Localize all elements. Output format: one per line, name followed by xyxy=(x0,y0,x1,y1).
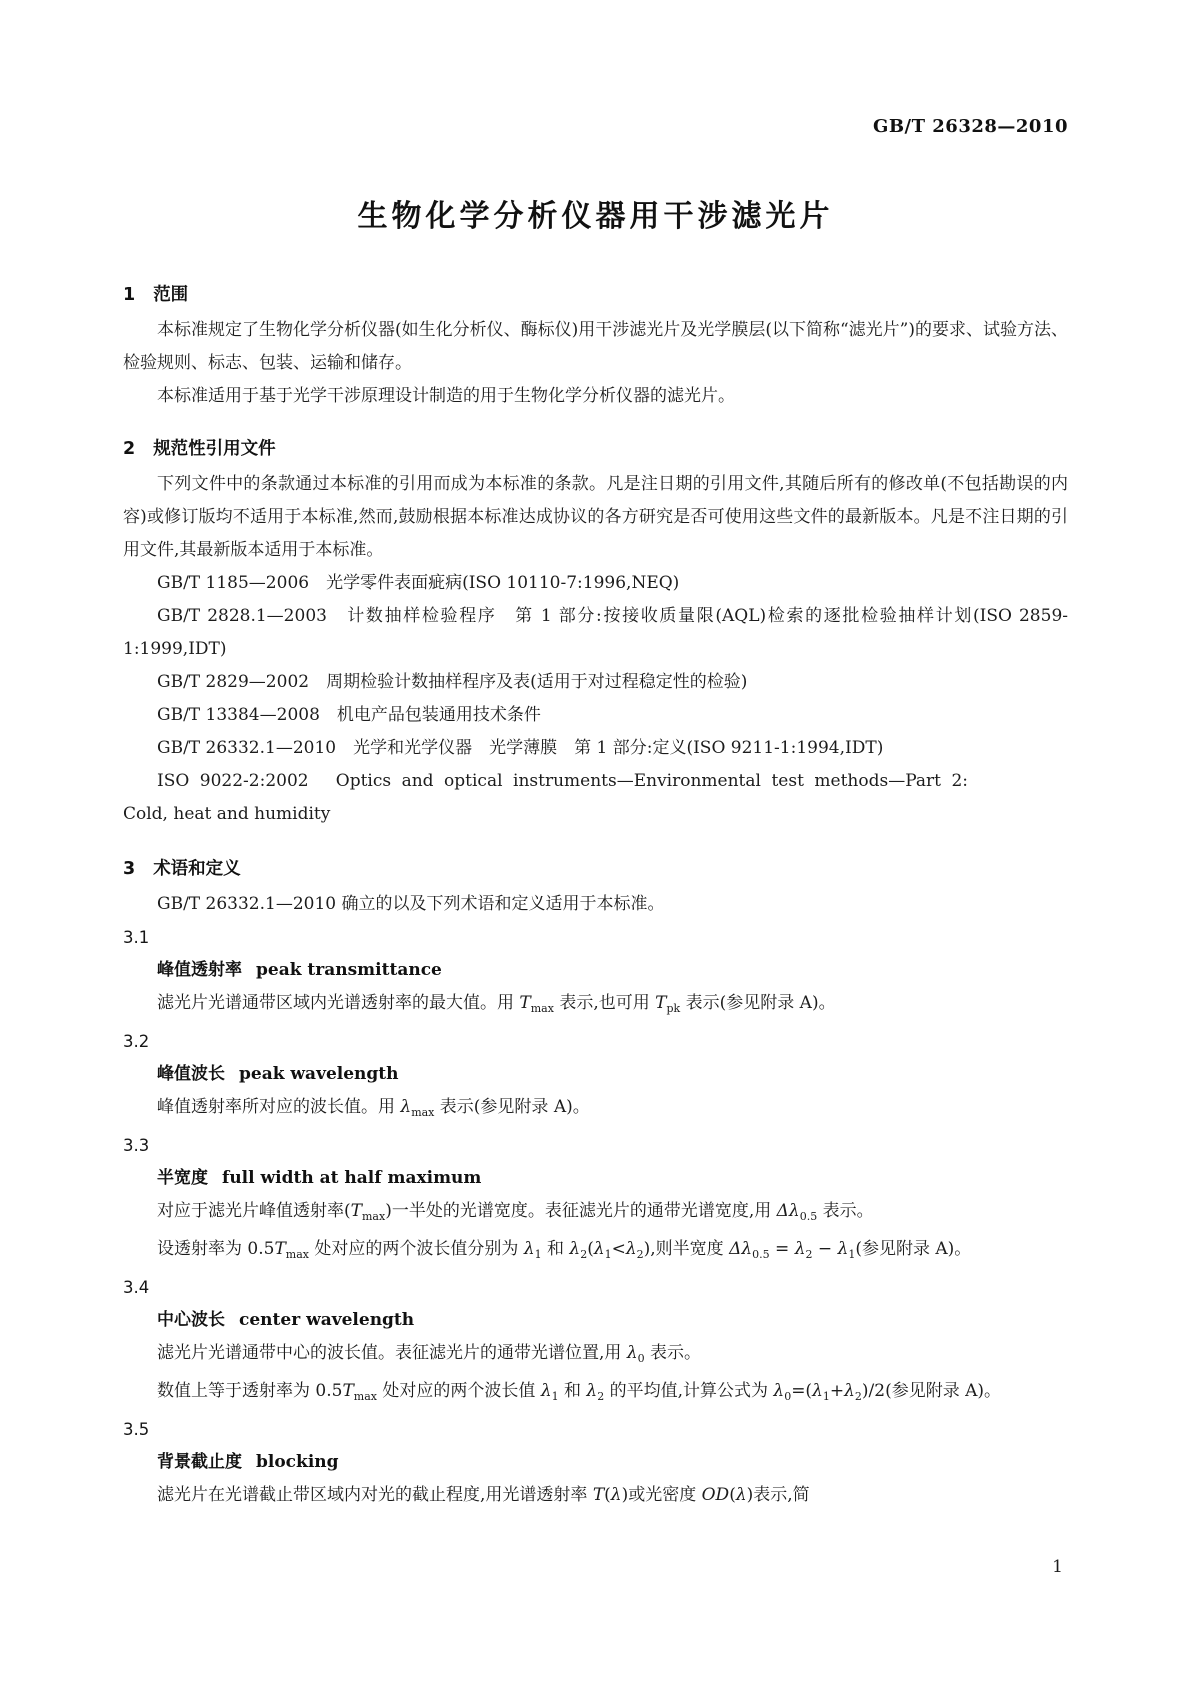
section-number: 2 xyxy=(123,439,136,459)
section-title: 规范性引用文件 xyxy=(153,439,276,459)
clause-number: 3.5 xyxy=(123,1420,150,1439)
section-scope xyxy=(123,279,1068,413)
standard-code: GB/T 26328—2010 xyxy=(872,116,1068,137)
section-number: 1 xyxy=(123,285,136,305)
section-normative-references xyxy=(123,433,1068,831)
paragraph: 下列文件中的条款通过本标准的引用而成为本标准的条款。凡是注日期的引用文件,其随后所有的修改单(不包括勘误的内容)或修订版均不适用于本标准,然而,鼓励根据本标准达成协议的各方研究是否可使用这些文件的最新版本。凡是不注日期的引用文件,其最新版本适用于本标准。 xyxy=(123,474,1068,560)
term-english: peak transmittance xyxy=(256,960,442,980)
term-block xyxy=(123,1025,1068,1129)
reference-item: GB/T 1185—2006 光学零件表面疵病(ISO 10110-7:1996,NEQ) xyxy=(157,573,680,593)
term-line xyxy=(123,1304,1068,1337)
clause-number: 3.1 xyxy=(123,928,150,947)
reference-item: ISO 9022-2:2002 Optics and optical instruments—Environmental test methods—Part 2: Cold, heat and humidity xyxy=(123,771,968,824)
section-heading xyxy=(123,279,1068,312)
term-line xyxy=(123,1058,1068,1091)
section-heading xyxy=(123,433,1068,466)
paragraph: 本标准适用于基于光学干涉原理设计制造的用于生物化学分析仪器的滤光片。 xyxy=(157,386,735,406)
term-english: full width at half maximum xyxy=(222,1168,482,1188)
term-chinese: 中心波长 xyxy=(157,1310,225,1330)
definition-paragraph: 峰值透射率所对应的波长值。用 $\lambda_{max}$ 表示(参见附录 A)。 xyxy=(157,1097,590,1119)
reference-item: GB/T 13384—2008 机电产品包装通用技术条件 xyxy=(157,705,541,725)
term-chinese: 峰值波长 xyxy=(157,1064,225,1084)
section-title: 范围 xyxy=(153,285,189,305)
reference-item: GB/T 2828.1—2003 计数抽样检验程序 第 1 部分:按接收质量限(AQL)检索的逐批检验抽样计划(ISO 2859-1:1999,IDT) xyxy=(123,606,1068,659)
term-chinese: 峰值透射率 xyxy=(157,960,242,980)
section-number: 3 xyxy=(123,859,136,879)
term-block xyxy=(123,1413,1068,1512)
document-title: 生物化学分析仪器用干涉滤光片 xyxy=(357,199,834,234)
term-english: peak wavelength xyxy=(239,1064,399,1084)
clause-number: 3.3 xyxy=(123,1136,150,1155)
page-number: 1 xyxy=(1052,1557,1063,1577)
term-english: blocking xyxy=(256,1452,339,1472)
term-block xyxy=(123,1271,1068,1413)
paragraph: 本标准规定了生物化学分析仪器(如生化分析仪、酶标仪)用干涉滤光片及光学膜层(以下简称“滤光片”)的要求、试验方法、检验规则、标志、包装、运输和储存。 xyxy=(123,320,1068,373)
references-list xyxy=(123,567,1068,831)
term-english: center wavelength xyxy=(239,1310,415,1330)
term-chinese: 背景截止度 xyxy=(157,1452,242,1472)
term-block xyxy=(123,1129,1068,1271)
definition-paragraph: 数值上等于透射率为 $0.5T_{max}$ 处对应的两个波长值 $\lambda_1$ 和 $\lambda_2$ 的平均值,计算公式为 $\lambda_0=(\lambda_1+\lambda_2)/2$(参见附录 A)。 xyxy=(157,1381,1002,1403)
section-terms-definitions xyxy=(123,853,1068,1512)
section-heading xyxy=(123,853,1068,886)
definition-paragraph: 对应于滤光片峰值透射率$(T_{max})$一半处的光谱宽度。表征滤光片的通带光谱宽度,用 $\Delta\lambda_{0.5}$ 表示。 xyxy=(157,1201,874,1223)
term-chinese: 半宽度 xyxy=(157,1168,208,1188)
definition-paragraph: 滤光片光谱通带区域内光谱透射率的最大值。用 $T_{max}$ 表示,也可用 $T_{pk}$ 表示(参见附录 A)。 xyxy=(157,993,836,1015)
term-block xyxy=(123,921,1068,1025)
section-title: 术语和定义 xyxy=(153,859,241,879)
reference-item: GB/T 2829—2002 周期检验计数抽样程序及表(适用于对过程稳定性的检验) xyxy=(157,672,748,692)
definition-paragraph: 滤光片光谱通带中心的波长值。表征滤光片的通带光谱位置,用 $\lambda_0$ 表示。 xyxy=(157,1343,701,1365)
term-line xyxy=(123,954,1068,987)
term-line xyxy=(123,1162,1068,1195)
clause-number: 3.4 xyxy=(123,1278,150,1297)
term-line xyxy=(123,1446,1068,1479)
reference-item: GB/T 26332.1—2010 光学和光学仪器 光学薄膜 第 1 部分:定义(ISO 9211-1:1994,IDT) xyxy=(157,738,884,758)
definition-paragraph: 滤光片在光谱截止带区域内对光的截止程度,用光谱透射率 T(λ)或光密度 OD(λ)表示,简 xyxy=(157,1485,810,1505)
definition-paragraph: 设透射率为 $0.5T_{max}$ 处对应的两个波长值分别为 $\lambda_1$ 和 $\lambda_2(\lambda_1<\lambda_2)$,则半宽度 $\Delta\lambda_{0.5} = \lambda_2 - \lambda_1$(参见附录 A)。 xyxy=(157,1239,972,1261)
clause-number: 3.2 xyxy=(123,1032,150,1051)
paragraph: GB/T 26332.1—2010 确立的以及下列术语和定义适用于本标准。 xyxy=(157,894,665,914)
